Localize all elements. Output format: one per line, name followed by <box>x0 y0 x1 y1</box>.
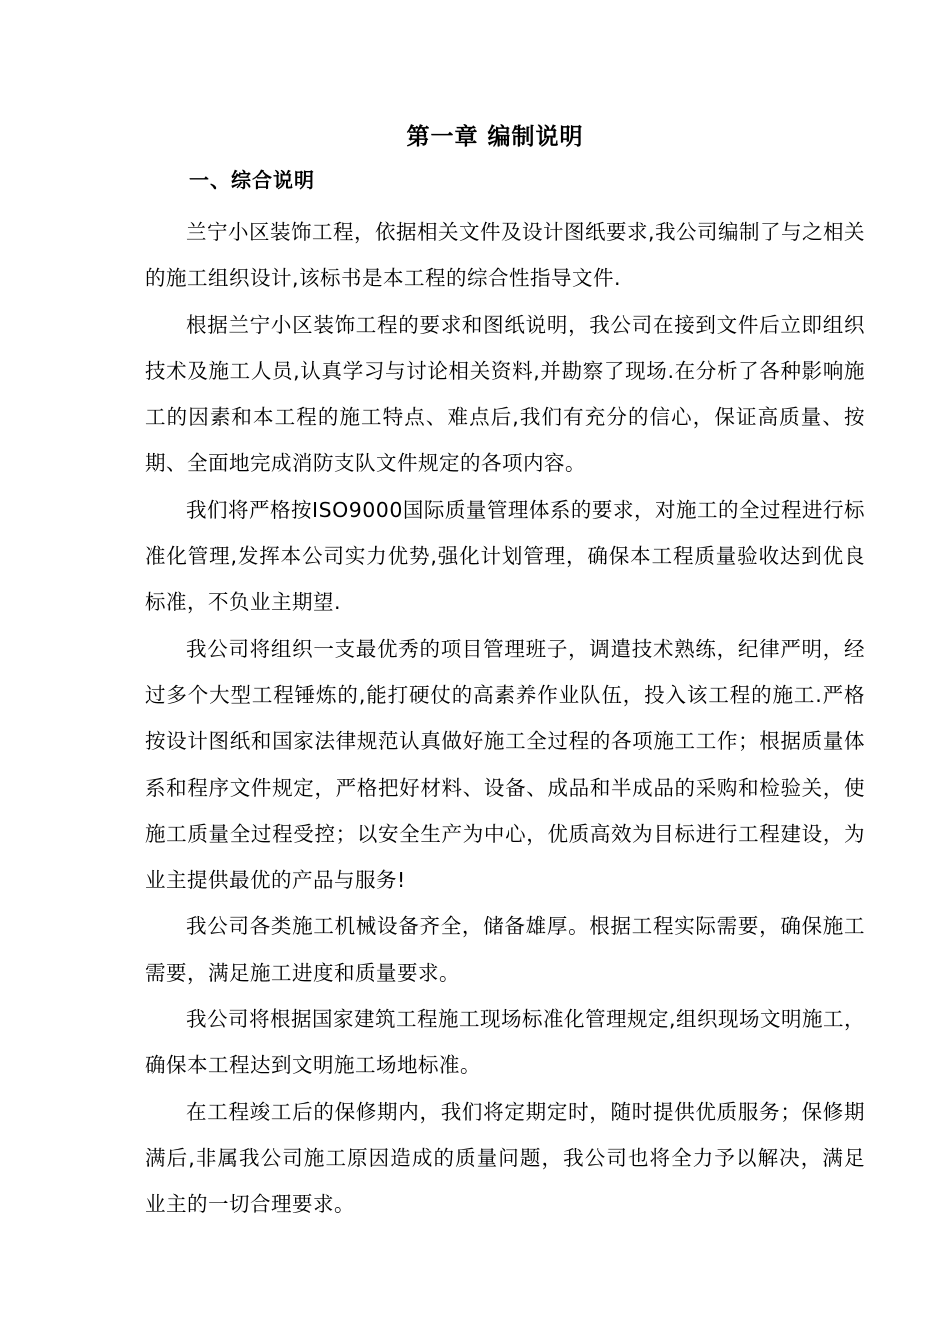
chapter-title: 第一章 编制说明 <box>406 124 584 150</box>
paragraph: 根据兰宁小区装饰工程的要求和图纸说明，我公司在接到文件后立即组织技术及施工人员,认真学习与讨论相关资料,并勘察了现场.在分析了各种影响施工的因素和本工程的施工特点、难点后,我们有充分的信心，保证高质量、按期、全面地完成消防支队文件规定的各项内容。 <box>145 312 865 476</box>
paragraph: 我公司各类施工机械设备齐全，储备雄厚。根据工程实际需要，确保施工需要，满足施工进度和质量要求。 <box>145 914 865 985</box>
paragraph: 我公司将根据国家建筑工程施工现场标准化管理规定,组织现场文明施工，确保本工程达到文明施工场地标准。 <box>145 1007 866 1078</box>
section-heading: 一、综合说明 <box>189 168 315 192</box>
document-body <box>145 209 865 1228</box>
paragraph: 在工程竣工后的保修期内，我们将定期定时，随时提供优质服务；保修期满后,非属我公司施工原因造成的质量问题，我公司也将全力予以解决，满足业主的一切合理要求。 <box>145 1099 865 1217</box>
paragraph: 兰宁小区装饰工程，依据相关文件及设计图纸要求,我公司编制了与之相关的施工组织设计,该标书是本工程的综合性指导文件. <box>145 220 866 291</box>
paragraph: 我公司将组织一支最优秀的项目管理班子，调遣技术熟练，纪律严明，经过多个大型工程锤炼的,能打硬仗的高素养作业队伍，投入该工程的施工.严格按设计图纸和国家法律规范认真做好施工全过程的各项施工工作；根据质量体系和程序文件规定，严格把好材料、设备、成品和半成品的采购和检验关，使施工质量全过程受控；以安全生产为中心，优质高效为目标进行工程建设，为业主提供最优的产品与服务! <box>145 636 865 893</box>
paragraph: 我们将严格按ISO9000国际质量管理体系的要求，对施工的全过程进行标准化管理,发挥本公司实力优势,强化计划管理，确保本工程质量验收达到优良标准，不负业主期望. <box>145 497 865 615</box>
